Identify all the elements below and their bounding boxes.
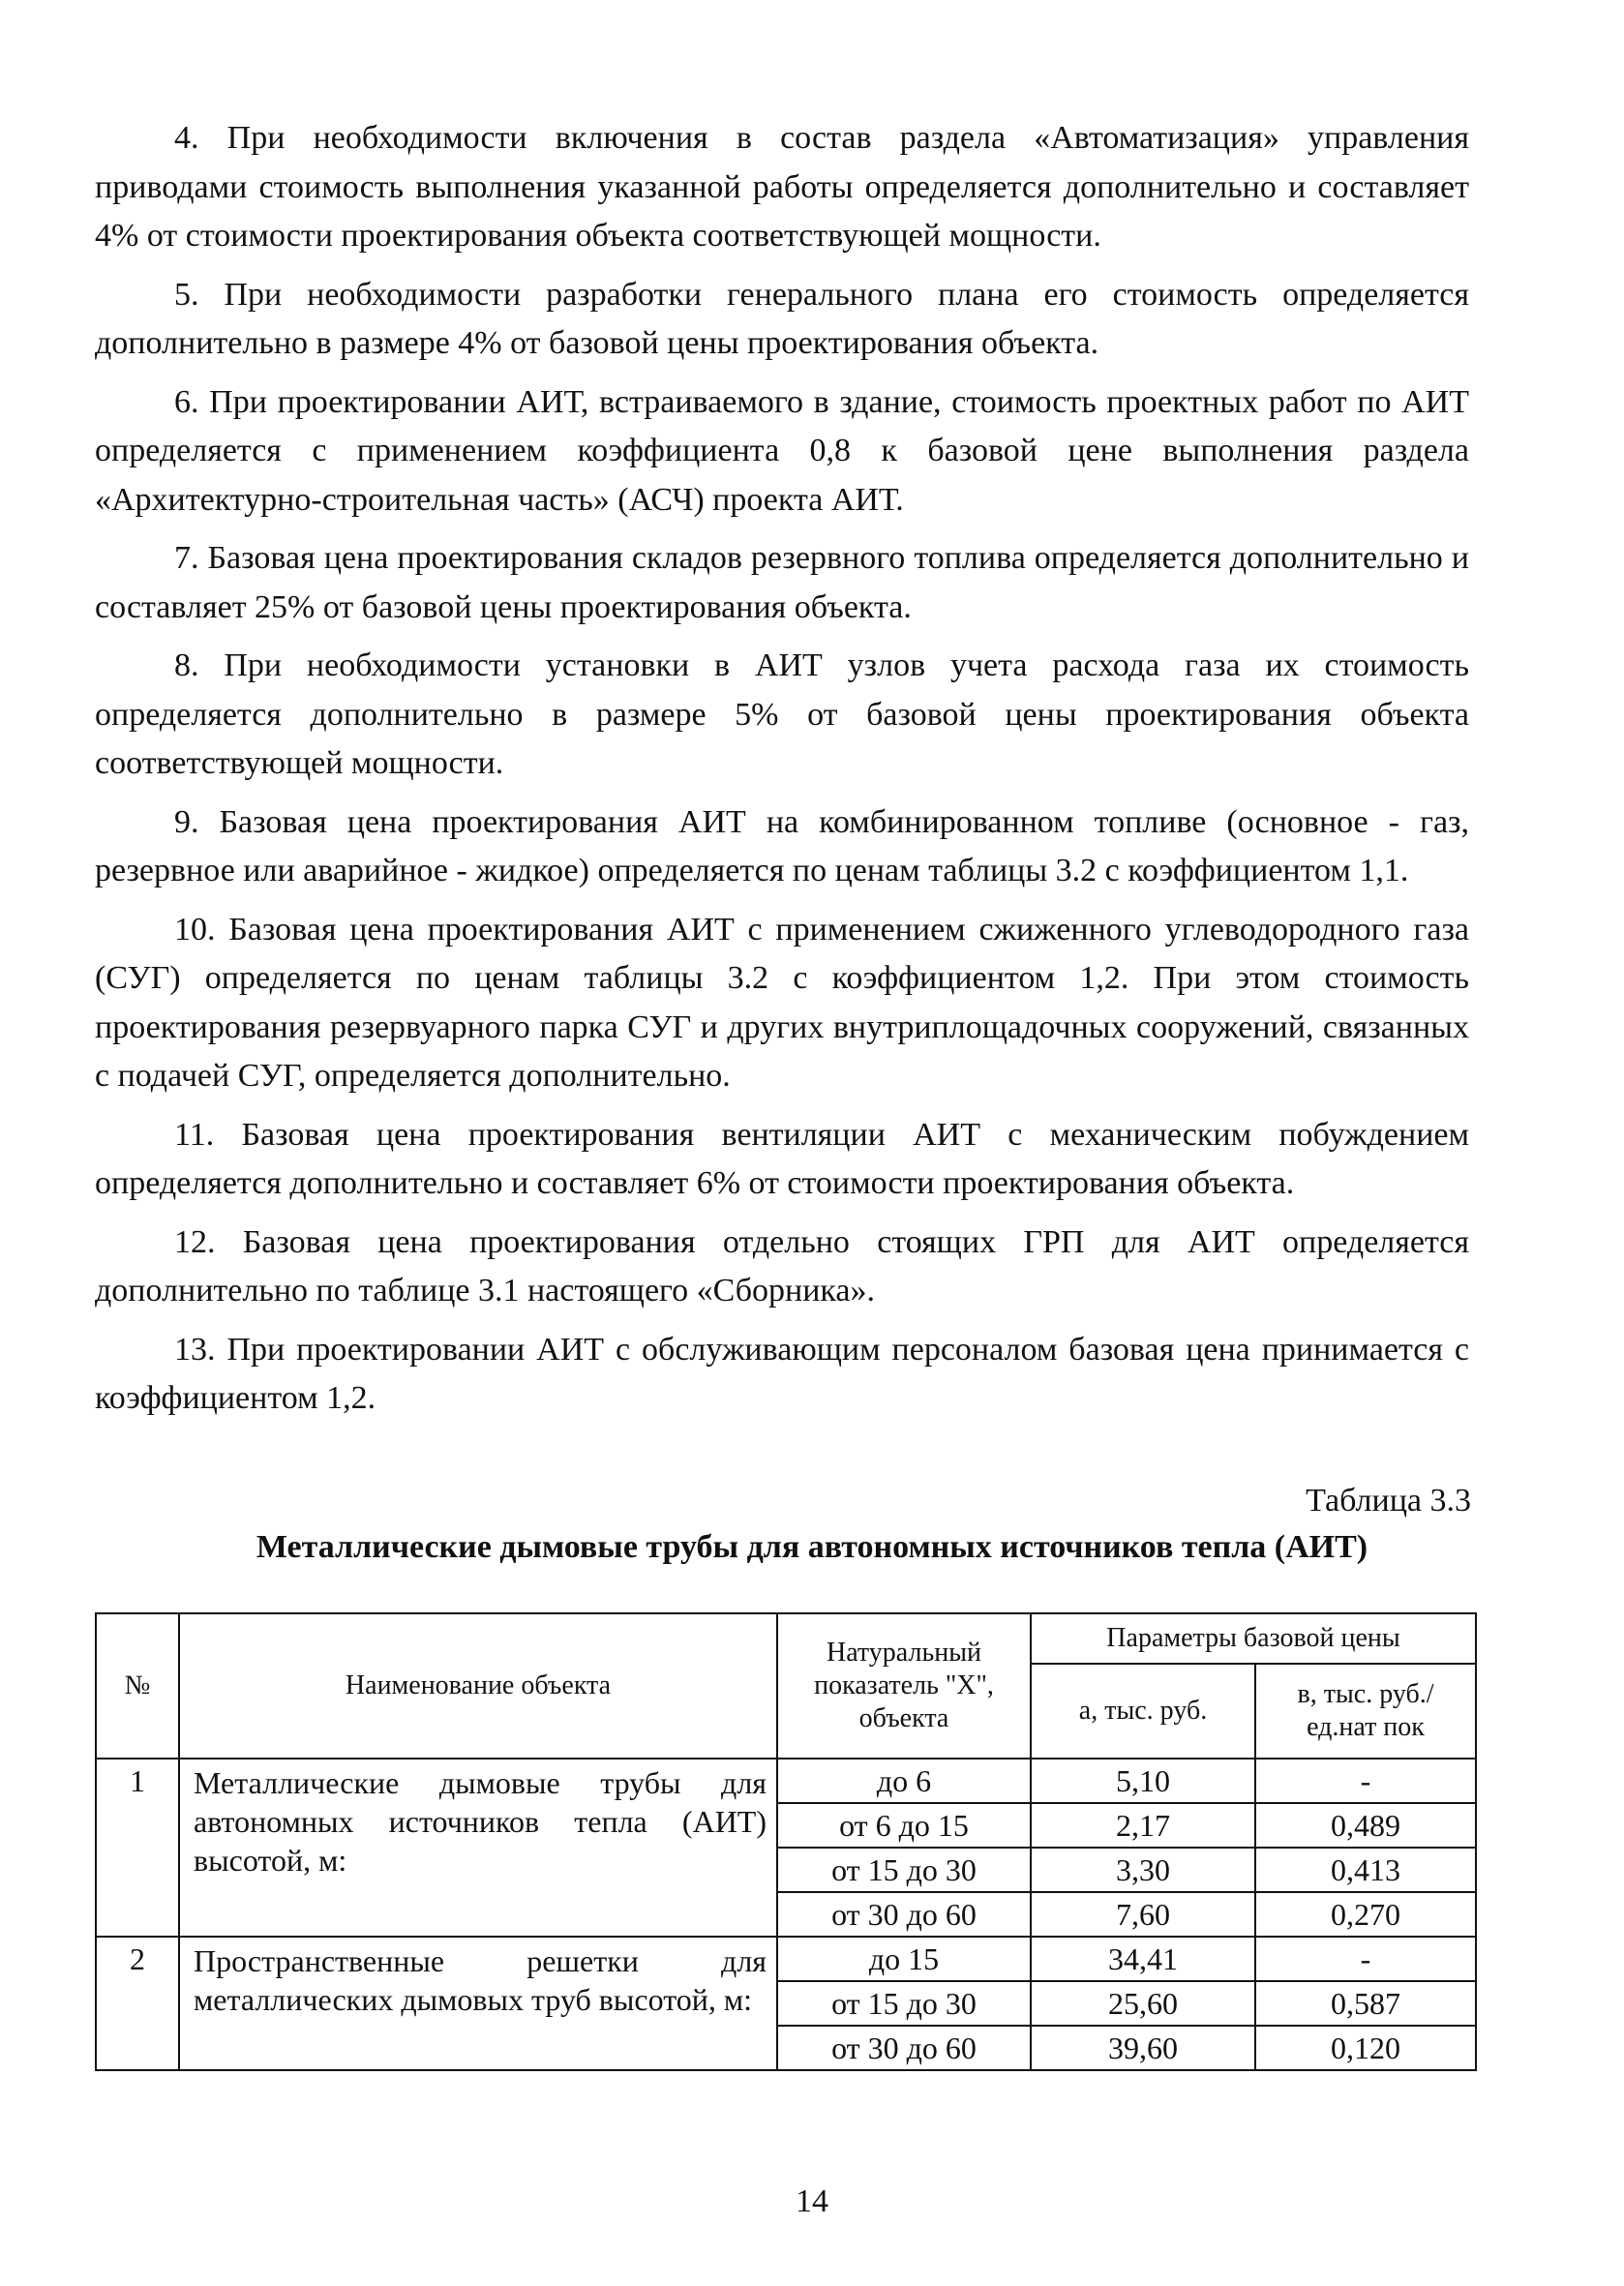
price-a-cell: 2,17 — [1031, 1803, 1255, 1848]
row-name: Пространственные решетки для металлических дымовых труб высотой, м: — [179, 1937, 777, 2070]
table-row — [96, 1937, 1476, 1981]
table-header-row-1 — [96, 1613, 1476, 1664]
header-b: в, тыс. руб./ ед.нат пок — [1255, 1664, 1476, 1759]
body-text — [95, 114, 1469, 1433]
row-num: 1 — [96, 1759, 179, 1937]
paragraph-item-4: 4. При необходимости включения в состав раздела «Автоматизация» управления приводами стоимость выполнения указанной работы определяется дополнительно и составляет 4% от стоимости проектирования объекта соответствующей мощности. — [95, 120, 1469, 254]
price-b-cell: - — [1255, 1759, 1476, 1803]
price-b-cell: 0,270 — [1255, 1892, 1476, 1937]
page-number: 14 — [796, 2183, 828, 2219]
indicator-cell: от 15 до 30 — [777, 1848, 1031, 1892]
header-num: № — [96, 1613, 179, 1759]
indicator-cell: от 15 до 30 — [777, 1981, 1031, 2026]
price-b-cell: - — [1255, 1937, 1476, 1981]
price-a-cell: 5,10 — [1031, 1759, 1255, 1803]
price-a-cell: 3,30 — [1031, 1848, 1255, 1892]
paragraph-item-7: 7. Базовая цена проектирования складов резервного топлива определяется дополнительно и составляет 25% от базовой цены проектирования объекта. — [95, 540, 1469, 625]
row-name: Металлические дымовые трубы для автономных источников тепла (АИТ) высотой, м: — [179, 1759, 777, 1937]
indicator-cell: от 30 до 60 — [777, 1892, 1031, 1937]
price-a-cell: 7,60 — [1031, 1892, 1255, 1937]
paragraph-item-12: 12. Базовая цена проектирования отдельно стоящих ГРП для АИТ определяется дополнительно по таблице 3.1 настоящего «Сборника». — [95, 1223, 1469, 1308]
paragraph-item-13: 13. При проектировании АИТ с обслуживающим персоналом базовая цена принимается с коэффициентом 1,2. — [95, 1331, 1469, 1416]
price-b-cell: 0,587 — [1255, 1981, 1476, 2026]
header-a: а, тыс. руб. — [1031, 1664, 1255, 1759]
indicator-cell: от 30 до 60 — [777, 2026, 1031, 2070]
header-name: Наименование объекта — [179, 1613, 777, 1759]
price-a-cell: 34,41 — [1031, 1937, 1255, 1981]
indicator-cell: от 6 до 15 — [777, 1803, 1031, 1848]
paragraph-item-5: 5. При необходимости разработки генерального плана его стоимость определяется дополнительно в размере 4% от базовой цены проектирования объекта. — [95, 276, 1469, 361]
indicator-cell: до 15 — [777, 1937, 1031, 1981]
table-caption: Таблица 3.3 — [1306, 1483, 1471, 1519]
paragraph-item-11: 11. Базовая цена проектирования вентиляции АИТ с механическим побуждением определяется дополнительно и составляет 6% от стоимости проектирования объекта. — [95, 1116, 1469, 1201]
indicator-cell: до 6 — [777, 1759, 1031, 1803]
price-table — [95, 1612, 1477, 2071]
paragraph-item-8: 8. При необходимости установки в АИТ узлов учета расхода газа их стоимость определяется дополнительно в размере 5% от базовой цены проектирования объекта соответствующей мощности. — [95, 647, 1469, 781]
price-a-cell: 39,60 — [1031, 2026, 1255, 2070]
header-params: Параметры базовой цены — [1031, 1613, 1476, 1664]
price-b-cell: 0,120 — [1255, 2026, 1476, 2070]
header-indicator: Натуральный показатель "Х", объекта — [777, 1613, 1031, 1759]
price-b-cell: 0,413 — [1255, 1848, 1476, 1892]
paragraph-item-6: 6. При проектировании АИТ, встраиваемого в здание, стоимость проектных работ по АИТ определяется с применением коэффициента 0,8 к базовой цене выполнения раздела «Архитектурно-строительная часть» (АСЧ) проекта АИТ. — [95, 383, 1469, 518]
table-title: Металлические дымовые трубы для автономных источников тепла (АИТ) — [256, 1529, 1368, 1565]
price-a-cell: 25,60 — [1031, 1981, 1255, 2026]
price-b-cell: 0,489 — [1255, 1803, 1476, 1848]
paragraph-item-9: 9. Базовая цена проектирования АИТ на комбинированном топливе (основное - газ, резервное или аварийное - жидкое) определяется по ценам таблицы 3.2 с коэффициентом 1,1. — [95, 803, 1469, 888]
row-num: 2 — [96, 1937, 179, 2070]
table-row — [96, 1759, 1476, 1803]
paragraph-item-10: 10. Базовая цена проектирования АИТ с применением сжиженного углеводородного газа (СУГ) определяется по ценам таблицы 3.2 с коэффициентом 1,2. При этом стоимость проектирования резервуарного парка СУГ и других внутриплощадочных сооружений, связанных с подачей СУГ, определяется дополнительно. — [95, 911, 1469, 1094]
